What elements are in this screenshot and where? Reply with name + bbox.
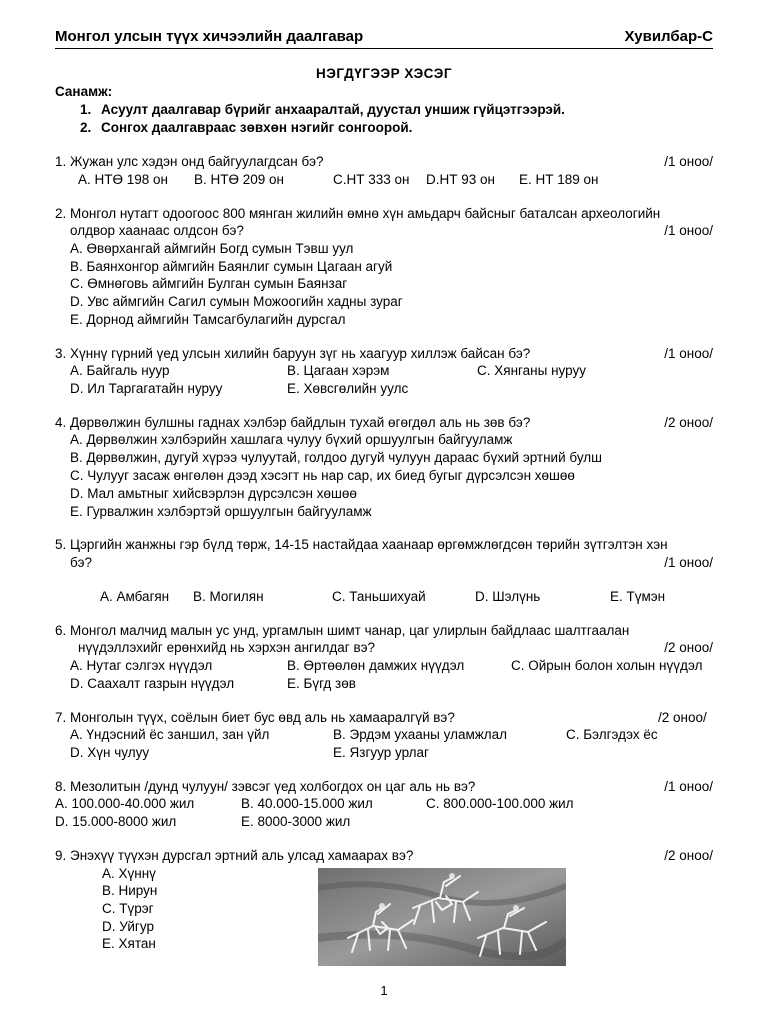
question-5-text-line-1: 5. Цэргийн жанжны гэр бүлд төрж, 14-15 настайдаа хаанаар өргөмжлөгдсөн төрийн зүтгэлтэн хэн	[55, 537, 668, 552]
question-6-option-c: С. Ойрын болон холын нүүдэл	[511, 658, 703, 673]
question-1-option-a: А. НТӨ 198 он	[78, 172, 168, 187]
question-4-option-b: В. Дөрвөлжин, дугуй хүрээ чулуутай, голдоо дугуй чулуун дараас бүхий эртний булш	[70, 450, 602, 465]
question-6-option-e: Е. Бүгд зөв	[287, 676, 356, 691]
question-9-option-b: В. Нирун	[102, 883, 158, 898]
question-8-option-a: А. 100.000-40.000 жил	[55, 796, 195, 811]
question-8-option-c: С. 800.000-100.000 жил	[426, 796, 574, 811]
question-5-option-a: А. Амбагян	[100, 589, 170, 604]
question-9-option-e: Е. Хятан	[102, 936, 156, 951]
variant-label: Хувилбар-С	[624, 28, 713, 45]
question-3-option-a: А. Байгаль нуур	[70, 363, 170, 378]
question-5-text-line-2: бэ?	[70, 555, 92, 570]
question-5-option-c: С. Таньшихуай	[332, 589, 426, 604]
question-2-option-b: В. Баянхонгор аймгийн Баянлиг сумын Цагаан агуй	[70, 259, 393, 274]
question-1-option-d: D.НТ 93 он	[426, 172, 495, 187]
question-1-text: 1. Жужан улс хэдэн онд байгуулагдсан бэ?	[55, 154, 324, 169]
question-3-option-e: Е. Хөвсгөлийн уулс	[287, 381, 409, 396]
question-6-points: /2 оноо/	[664, 640, 713, 655]
question-5-option-d: D. Шэлүнь	[475, 589, 541, 604]
question-9-option-d: D. Уйгур	[102, 919, 154, 934]
question-6-option-b: В. Өртөөлөн дамжих нүүдэл	[287, 658, 465, 673]
question-2-points: /1 оноо/	[664, 223, 713, 238]
question-2-text-line-2: олдвор хаанаас олдсон бэ?	[70, 223, 244, 238]
question-3-option-c: С. Хянганы нуруу	[477, 363, 586, 378]
question-8-points: /1 оноо/	[664, 779, 713, 794]
question-3-points: /1 оноо/	[664, 346, 713, 361]
note-item-2-number: 2.	[80, 120, 92, 135]
question-9-points: /2 оноо/	[664, 848, 713, 863]
rock-art-image	[318, 868, 566, 966]
page-number: 1	[380, 983, 388, 998]
question-6-option-a: А. Нутаг сэлгэх нүүдэл	[70, 658, 213, 673]
question-3-text: 3. Хүннү гүрний үед улсын хилийн баруун зүг нь хаагуур хиллэж байсан бэ?	[55, 346, 531, 361]
question-8-option-d: D. 15.000-8000 жил	[55, 814, 177, 829]
question-4-option-d: D. Мал амьтныг хийсвэрлэн дүрсэлсэн хөшөө	[70, 486, 357, 501]
question-6-text-line-1: 6. Монгол малчид малын ус унд, ургамлын шимт чанар, цаг улирлын байдлаас шалтгаалан	[55, 623, 630, 638]
question-7-option-d: D. Хүн чулуу	[70, 745, 150, 760]
question-1-option-c: С.НТ 333 он	[333, 172, 410, 187]
question-7-option-a: А. Үндэсний ёс заншил, зан үйл	[70, 727, 270, 742]
question-2-option-c: С. Өмнөговь аймгийн Булган сумын Баянзаг	[70, 276, 348, 291]
question-1-points: /1 оноо/	[664, 154, 713, 169]
question-3-option-d: D. Ил Таргагатайн нуруу	[70, 381, 223, 396]
note-label: Санамж:	[55, 84, 113, 99]
question-6-text-line-2: нүүдэллэхийг ерөнхийд нь хэрхэн ангилдаг вэ?	[78, 640, 376, 655]
question-8-option-b: В. 40.000-15.000 жил	[241, 796, 373, 811]
rock-art-drawing	[318, 868, 566, 966]
question-1-option-b: В. НТӨ 209 он	[194, 172, 284, 187]
question-4-option-c: С. Чулууг засаж өнгөлөн дээд хэсэгт нь нар сар, их биед бугыг дүрсэлсэн хөшөө	[70, 468, 575, 483]
question-4-points: /2 оноо/	[664, 415, 713, 430]
question-5-option-e: Е. Түмэн	[610, 589, 666, 604]
question-2-text-line-1: 2. Монгол нутагт одоогоос 800 мянган жилийн өмнө хүн амьдарч байсныг баталсан археологийн	[55, 206, 661, 221]
note-item-2-text: Сонгох даалгавраас зөвхөн нэгийг сонгоорой.	[101, 120, 413, 135]
question-7-text: 7. Монголын түүх, соёлын биет бус өвд аль нь хамааралгүй вэ?	[55, 710, 455, 725]
question-9-option-c: С. Түрэг	[102, 901, 154, 916]
header-divider	[55, 48, 713, 49]
question-5-points: /1 оноо/	[664, 555, 713, 570]
question-7-option-c: С. Бэлгэдэх ёс	[566, 727, 658, 742]
question-3-option-b: В. Цагаан хэрэм	[287, 363, 390, 378]
section-title: НЭГДҮГЭЭР ХЭСЭГ	[315, 66, 452, 81]
question-4-option-a: А. Дөрвөлжин хэлбэрийн хашлага чулуу бүхий оршуулгын байгууламж	[70, 432, 513, 447]
question-2-option-a: А. Өвөрхангай аймгийн Богд сумын Тэвш уул	[70, 241, 354, 256]
document-header-title: Монгол улсын түүх хичээлийн даалгавар	[55, 28, 364, 45]
question-7-points: /2 оноо/	[658, 710, 707, 725]
question-4-option-e: Е. Гурвалжин хэлбэртэй оршуулгын байгууламж	[70, 504, 372, 519]
question-2-option-e: Е. Дорнод аймгийн Тамсагбулагийн дурсгал	[70, 312, 346, 327]
question-8-text: 8. Мезолитын /дунд чулуун/ зэвсэг үед холбогдох он цаг аль нь вэ?	[55, 779, 476, 794]
question-8-option-e: Е. 8000-3000 жил	[241, 814, 351, 829]
question-4-text: 4. Дөрвөлжин булшны гаднах хэлбэр байдлын тухай өгөгдөл аль нь зөв бэ?	[55, 415, 531, 430]
question-7-option-b: В. Эрдэм ухааны уламжлал	[333, 727, 508, 742]
question-6-option-d: D. Саахалт газрын нүүдэл	[70, 676, 235, 691]
question-9-option-a: А. Хүннү	[102, 866, 156, 881]
note-item-1-number: 1.	[80, 102, 92, 117]
question-9-text: 9. Энэхүү түүхэн дурсгал эртний аль улсад хамаарах вэ?	[55, 848, 414, 863]
note-item-1-text: Асуулт даалгавар бүрийг анхааралтай, дуустал уншиж гүйцэтгээрэй.	[101, 102, 565, 117]
question-2-option-d: D. Увс аймгийн Сагил сумын Можоогийн хадны зураг	[70, 294, 403, 309]
question-1-option-e: Е. НТ 189 он	[519, 172, 599, 187]
question-7-option-e: Е. Язгуур урлаг	[333, 745, 429, 760]
question-5-option-b: В. Могилян	[193, 589, 264, 604]
